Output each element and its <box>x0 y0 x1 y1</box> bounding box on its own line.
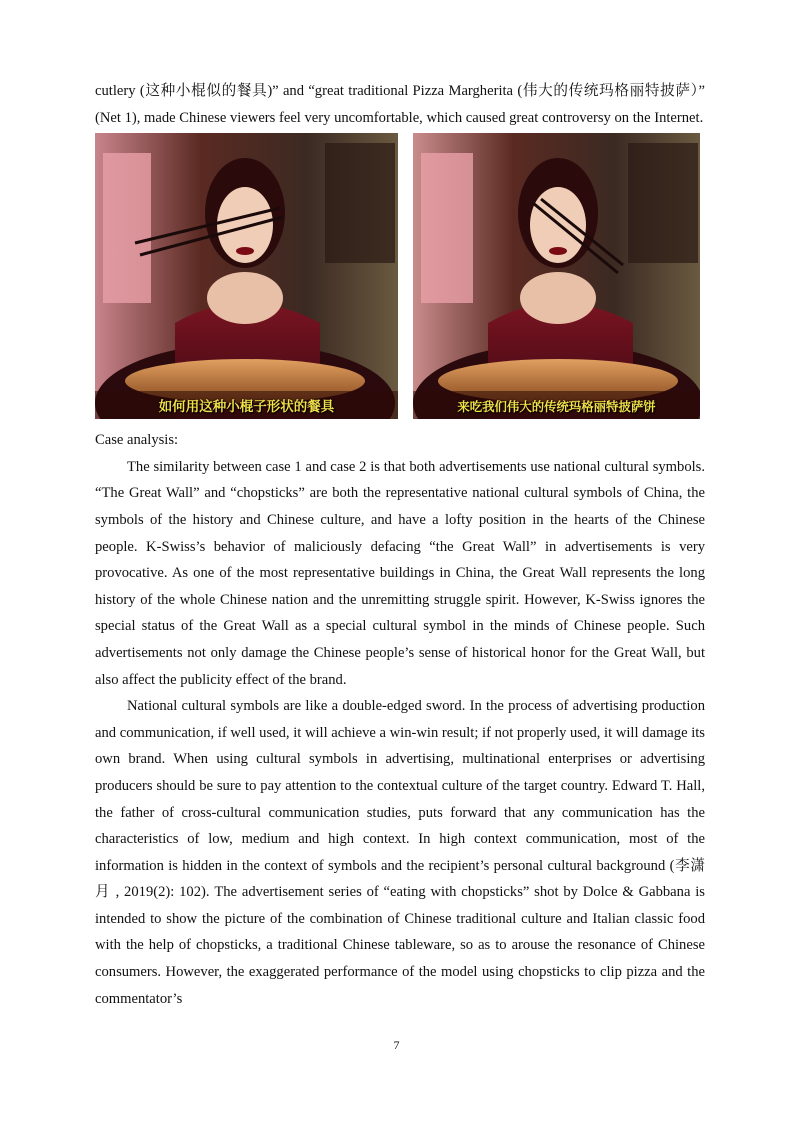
figure-subtitle: 如何用这种小棍子形状的餐具 <box>158 399 335 416</box>
page-content <box>95 78 705 1012</box>
page-number: 7 <box>393 1038 400 1052</box>
figure-pair <box>95 133 705 421</box>
ad-still-image <box>413 133 700 419</box>
figure-subtitle: 来吃我们伟大的传统玛格丽特披萨饼 <box>457 399 656 415</box>
ad-still-chopsticks-2 <box>413 133 700 419</box>
ad-still-image <box>95 133 398 419</box>
body-paragraph: National cultural symbols are like a double-edged sword. In the process of advertising production and communication, if well used, it will achieve a win-win result; if not properly used, it will damage its own brand. When using cultural symbols in advertising, multinational enterprises or advertising producers should be sure to pay attention to the contextual culture of the target country. Edward T. Hall, the father of cross-cultural communication studies, puts forward that any communication has the characteristics of low, medium and high context. In high context communication, most of the information is hidden in the context of symbols and the recipient’s personal cultural background (李潇月 , 2019(2): 102). The advertisement series of “eating with chopsticks” shot by Dolce & Gabbana is intended to show the picture of the combination of Chinese traditional culture and Italian classic food with the help of chopsticks, a traditional Chinese tableware, so as to arouse the resonance of Chinese consumers. However, the exaggerated performance of the model using chopsticks to clip pizza and the commentator’s <box>95 698 705 1007</box>
body-paragraph: The similarity between case 1 and case 2 is that both advertisements use national cultural symbols. “The Great Wall” and “chopsticks” are both the representative national cultural symbols of China, the symbols of the history and Chinese culture, and have a lofty position in the hearts of the Chinese people. K-Swiss’s behavior of maliciously defacing “the Great Wall” in advertisements is very provocative. As one of the most representative buildings in China, the Great Wall represents the long history of the whole Chinese nation and the unremitting struggle spirit. However, K-Swiss ignores the special status of the Great Wall as a special cultural symbol in the minds of Chinese people. Such advertisements not only damage the Chinese people’s sense of historical honor for the Great Wall, but also affect the publicity effect of the brand. <box>95 458 705 688</box>
intro-paragraph: cutlery (这种小棍似的餐具)” and “great traditional Pizza Margherita (伟大的传统玛格丽特披萨）” (Net 1), made Chinese viewers feel very uncomfortable, which caused great controversy on the Internet. <box>95 83 705 126</box>
ad-still-chopsticks-1 <box>95 133 398 419</box>
section-heading: Case analysis: <box>95 432 179 449</box>
